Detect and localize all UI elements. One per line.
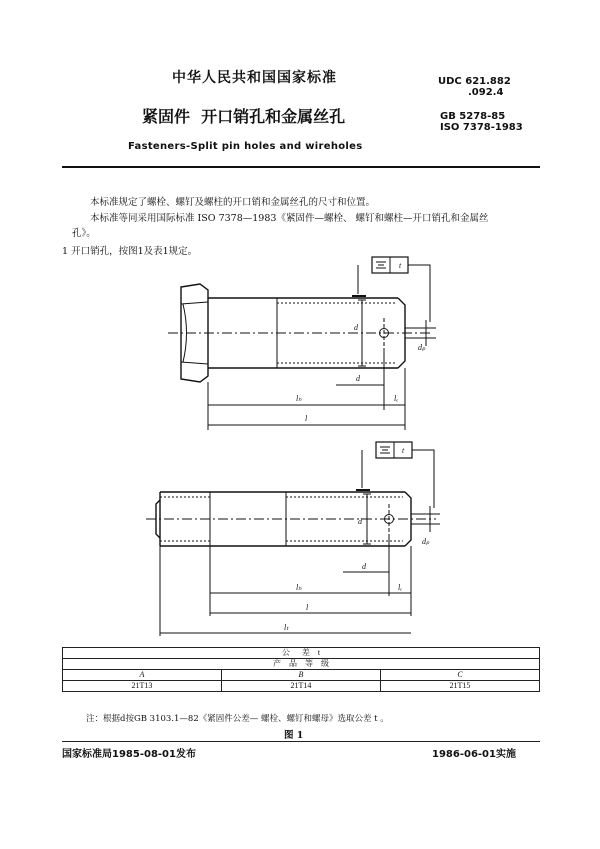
table-header-tolerance: 公 差 t: [63, 648, 540, 659]
fig1-le-label: lₑ: [394, 394, 399, 403]
grade-a: A: [63, 670, 222, 681]
hex-bolt-figure: [168, 257, 436, 430]
tolerance-a: 21T13: [63, 681, 222, 692]
table-row: [63, 659, 540, 670]
issued-date: 国家标准局1985-08-01发布: [62, 749, 196, 760]
gb-code: GB 5278-85: [440, 111, 506, 122]
fig2-lt-label: lₜ: [284, 623, 289, 632]
table-row: [63, 648, 540, 659]
udc-code-sub: .092.4: [468, 87, 504, 98]
paragraph-scope: 本标准规定了螺栓、螺钉及螺柱的开口销和金属丝孔的尺寸和位置。: [90, 197, 376, 208]
title-cn: 紧固件 开口销孔和金属丝孔: [142, 107, 346, 126]
tolerance-table: [62, 647, 540, 692]
fig1-d-offset-label: d: [356, 374, 360, 383]
paragraph-iso-cont: 孔》。: [72, 228, 96, 239]
table-header-grade: 产 品 等 级: [63, 659, 540, 670]
stud-figure: [146, 442, 440, 636]
table-row: [63, 670, 540, 681]
fig2-d-offset-label: d: [362, 562, 366, 571]
fig1-d-label: d: [354, 323, 358, 332]
figure-caption: 图 1: [284, 730, 304, 741]
fig2-tolerance-t: t: [402, 446, 405, 455]
grade-c: C: [381, 670, 540, 681]
footer-rule: [62, 741, 540, 742]
grade-b: B: [222, 670, 381, 681]
section-1: 1 开口销孔，按图1及表1规定。: [62, 246, 198, 257]
fig2-lh-label: lₕ: [296, 583, 302, 592]
fig2-le-label: lₑ: [398, 583, 403, 592]
org-title: 中华人民共和国国家标准: [172, 70, 337, 86]
fig2-l-label: l: [306, 603, 309, 612]
paragraph-iso: 本标准等同采用国际标准 ISO 7378—1983《紧固件—螺栓、 螺钉和螺柱—开口销孔和金属丝: [90, 213, 489, 224]
fig1-l-label: l: [305, 414, 308, 423]
effective-date: 1986-06-01实施: [432, 749, 516, 760]
fig2-d-label: d: [358, 517, 362, 526]
fig2-dp-label: dₚ: [422, 537, 430, 546]
tolerance-c: 21T15: [381, 681, 540, 692]
fig1-tolerance-t: t: [399, 261, 402, 270]
udc-code: UDC 621.882: [438, 76, 511, 87]
table-row: [63, 681, 540, 692]
iso-code: ISO 7378-1983: [440, 122, 523, 133]
tolerance-b: 21T14: [222, 681, 381, 692]
table-note: 注：根据d按GB 3103.1—82《紧固件公差— 螺栓、螺钉和螺母》选取公差 t 。: [86, 714, 389, 724]
title-en: Fasteners-Split pin holes and wireholes: [128, 141, 363, 152]
fig1-dp-label: dₚ: [418, 343, 426, 352]
fig1-lh-label: lₕ: [296, 394, 302, 403]
